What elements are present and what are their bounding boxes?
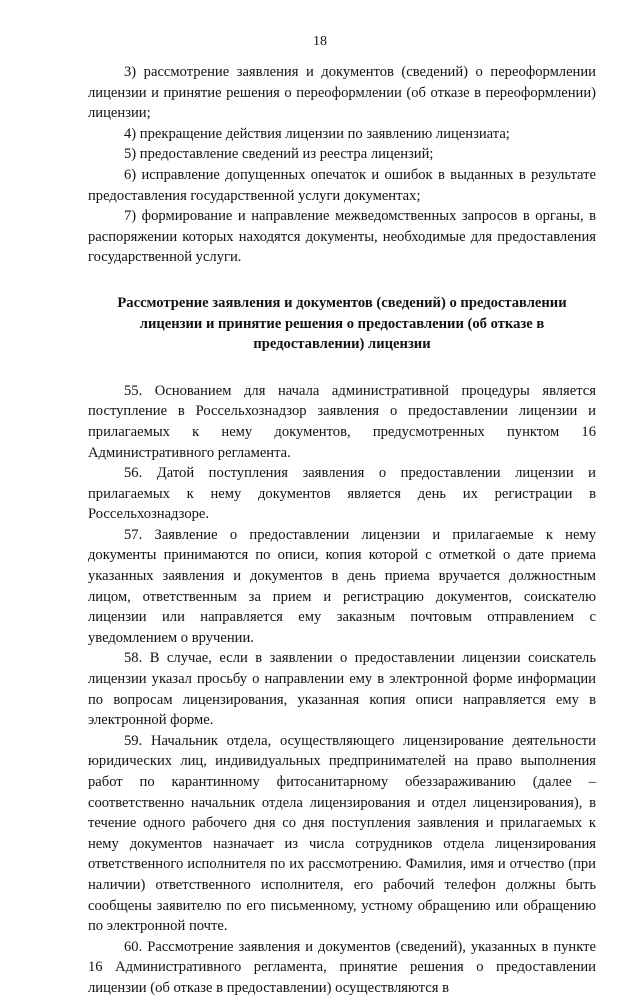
paragraph-58: 58. В случае, если в заявлении о предоставлении лицензии соискатель лицензии указал просьбу о направлении ему в электронной форме информации по вопросам лицензирования, указанная копия описи направляется ему в электронной форме. xyxy=(88,650,596,729)
page-content xyxy=(88,62,596,999)
list-item: 5) предоставление сведений из реестра лицензий; xyxy=(124,146,434,163)
section-heading xyxy=(88,293,596,355)
paragraph-55: 55. Основанием для начала административной процедуры является поступление в Россельхознадзор заявления о предоставлении лицензии и прилагаемых к нему документов, предусмотренных пунктом 16 Административного регламента. xyxy=(88,382,596,461)
paragraph-60: 60. Рассмотрение заявления и документов (сведений), указанных в пункте 16 Административного регламента, принятие решения о предоставлении лицензии (об отказе в предоставлении) осуществляются в xyxy=(88,938,596,996)
list-item: 4) прекращение действия лицензии по заявлению лицензиата; xyxy=(124,125,510,142)
section-heading-line: предоставлении) лицензии xyxy=(253,336,431,353)
page-number: 18 xyxy=(313,34,327,49)
list-item: 7) формирование и направление межведомственных запросов в органы, в распоряжении которых находятся документы, необходимые для предоставления государственной услуги. xyxy=(88,208,596,266)
section-body xyxy=(88,381,596,999)
list-item: 6) исправление допущенных опечаток и ошибок в выданных в результате предоставления государственной услуги документах; xyxy=(88,166,596,204)
list-item: 3) рассмотрение заявления и документов (сведений) о переоформлении лицензии и принятие решения о переоформлении (об отказе в переоформлении) лицензии; xyxy=(88,64,596,122)
procedure-list xyxy=(88,62,596,268)
section-heading-line: Рассмотрение заявления и документов (сведений) о предоставлении xyxy=(117,294,567,311)
paragraph-56: 56. Датой поступления заявления о предоставлении лицензии и прилагаемых к нему документов является день их регистрации в Россельхознадзоре. xyxy=(88,465,596,523)
paragraph-57: 57. Заявление о предоставлении лицензии и прилагаемые к нему документы принимаются по описи, копия которой с отметкой о дате приема указанных заявления и документов в день приема вручается должностным лицом, ответственным за прием и регистрацию документов, соискателю лицензии или направляется ему заказным почтовым отправлением с уведомлением о вручении. xyxy=(88,526,596,646)
section-heading-line: лицензии и принятие решения о предоставлении (об отказе в xyxy=(139,315,545,332)
paragraph-59: 59. Начальник отдела, осуществляющего лицензирование деятельности юридических лиц, индивидуальных предпринимателей на право выполнения работ по карантинному фитосанитарному обеззараживанию (далее – соответственно начальник отдела лицензирования и отдел лицензирования), в течение одного рабочего дня со дня поступления заявления и прилагаемых к нему документов назначает из числа сотрудников отдела лицензирования ответственного исполнителя по их рассмотрению. Фамилия, имя и отчество (при наличии) ответственного исполнителя, его рабочий телефон должны быть сообщены заявителю по его письменному, устному обращению или обращению по электронной почте. xyxy=(88,732,596,935)
